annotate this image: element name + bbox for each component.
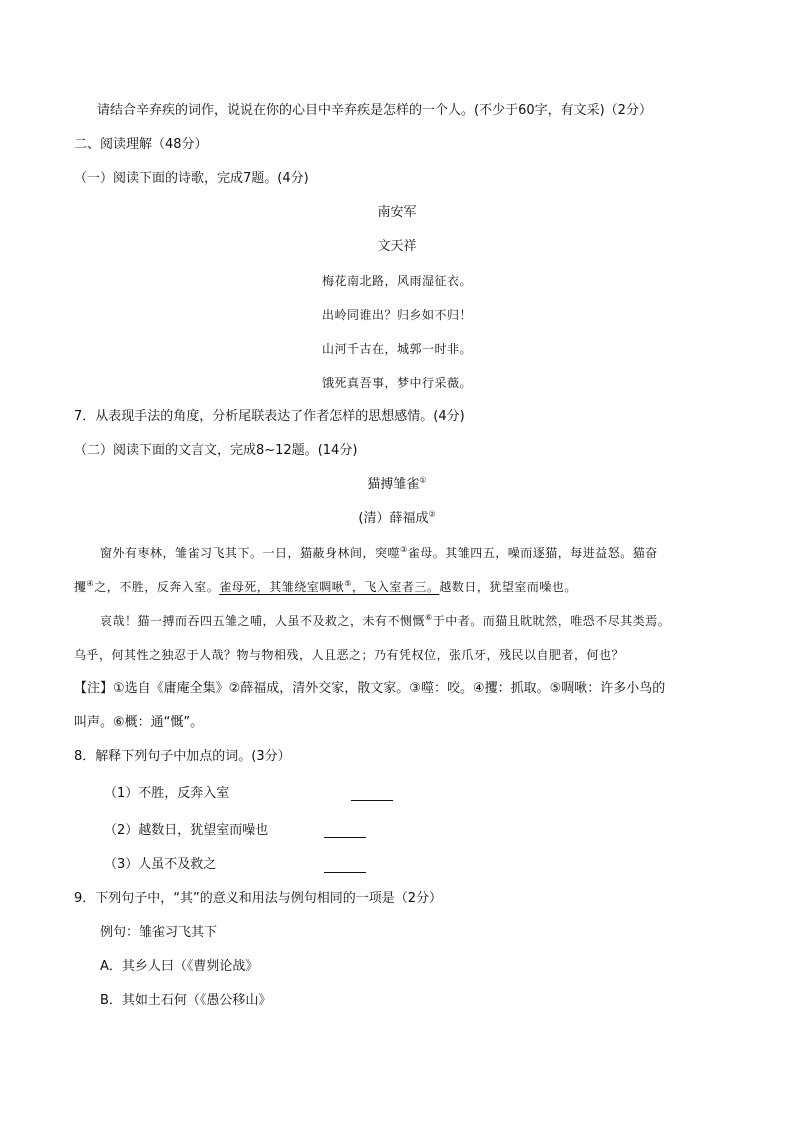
annotation-line-1: 【注】①选自《庸庵全集》②薛福成，清外交家，散文家。③噬：咬。④攫：抓取。⑤啁啾：许多小鸟的 [74,681,666,696]
underlined-sentence [219,580,439,594]
part-2-instruction: （二）阅读下面的文言文，完成8~12题。(14分) [74,443,358,458]
answer-blank-3[interactable] [324,860,366,873]
passage-text: 于中者。而猫且眈眈然，唯恐不尽其类焉。 [432,614,671,628]
question-9-option-b: B．其如土石何（《愚公移山》 [100,993,272,1008]
passage-title-text: 猫搏雏雀 [367,477,420,492]
footnote-mark: ⑤ [344,579,352,588]
passage-p2-line1 [100,611,670,631]
passage-text: 哀哉！猫一搏而吞四五雏之哺，人虽不及救之，未有不恻慨 [100,614,426,628]
passage-text: ，飞入室者三。 [351,580,440,594]
question-6-prompt: 请结合辛弃疾的词作，说说在你的心目中辛弃疾是怎样的一个人。(不少于60字，有文采)（2分） [97,103,652,118]
question-9-option-a: A．其乡人曰（《曹刿论战》 [100,959,259,974]
poem-line-2: 出岭同谁出？归乡如不归！ [321,308,472,322]
passage-author-text: (清）薛福成 [358,511,429,526]
passage-p1-line1 [100,543,658,563]
passage-p1-line2 [74,577,577,597]
passage-text: 雀母死，其雏绕室啁啾 [219,580,345,594]
answer-blank-1[interactable] [351,788,393,801]
passage-p2-line2: 乌乎，何其性之独忍于人哉？物与物相残，人且恶之；乃有凭权位，张爪牙，残民以自肥者，何也？ [74,648,625,662]
annotation-line-2: 叫声。⑥概：通“慨”。 [74,715,204,730]
question-9-stem: 9．下列句子中，“其”的意义和用法与例句相同的一项是（2分） [74,891,443,906]
part-1-instruction: （一）阅读下面的诗歌，完成7题。(4分) [74,171,309,186]
passage-text: 攫 [74,580,87,594]
answer-blank-2[interactable] [324,825,366,838]
footnote-mark: ② [428,509,436,519]
footnote-mark: ③ [400,545,408,554]
footnote-mark: ① [419,475,427,485]
passage-author [0,509,794,529]
passage-title [0,475,794,495]
passage-text: 雀母。其雏四五，噪而逐猫，每进益怒。猫奋 [407,546,658,560]
section-2-title: 二、阅读理解（48分） [74,137,208,152]
passage-text: 越数日，犹望室而噪也。 [439,580,577,594]
question-8-stem: 8．解释下列句子中加点的词。(3分） [74,749,291,764]
question-8-item-2: （2）越数日，犹望室而噪也 [104,823,269,838]
poem-line-4: 饿死真吾事，梦中行采薇。 [321,376,472,390]
passage-text: 之，不胜，反奔入室。 [94,580,220,594]
poem-line-1: 梅花南北路，风雨湿征衣。 [321,274,472,288]
question-8-item-3: （3）人虽不及救之 [104,857,217,872]
footnote-mark: ④ [86,579,95,588]
question-7: 7．从表现手法的角度，分析尾联表达了作者怎样的思想感情。(4分) [74,409,465,424]
poem-author: 文天祥 [377,239,417,254]
passage-text: 窗外有枣林，雏雀习飞其下。一日，猫蔽身林间，突噬 [100,546,401,560]
footnote-mark: ⑥ [425,613,433,622]
poem-line-3: 山河千古在，城郭一时非。 [321,342,472,356]
question-8-item-1: （1）不胜，反奔入室 [104,786,230,801]
poem-title: 南安军 [377,205,417,220]
question-9-example: 例句：雏雀习飞其下 [100,925,218,940]
